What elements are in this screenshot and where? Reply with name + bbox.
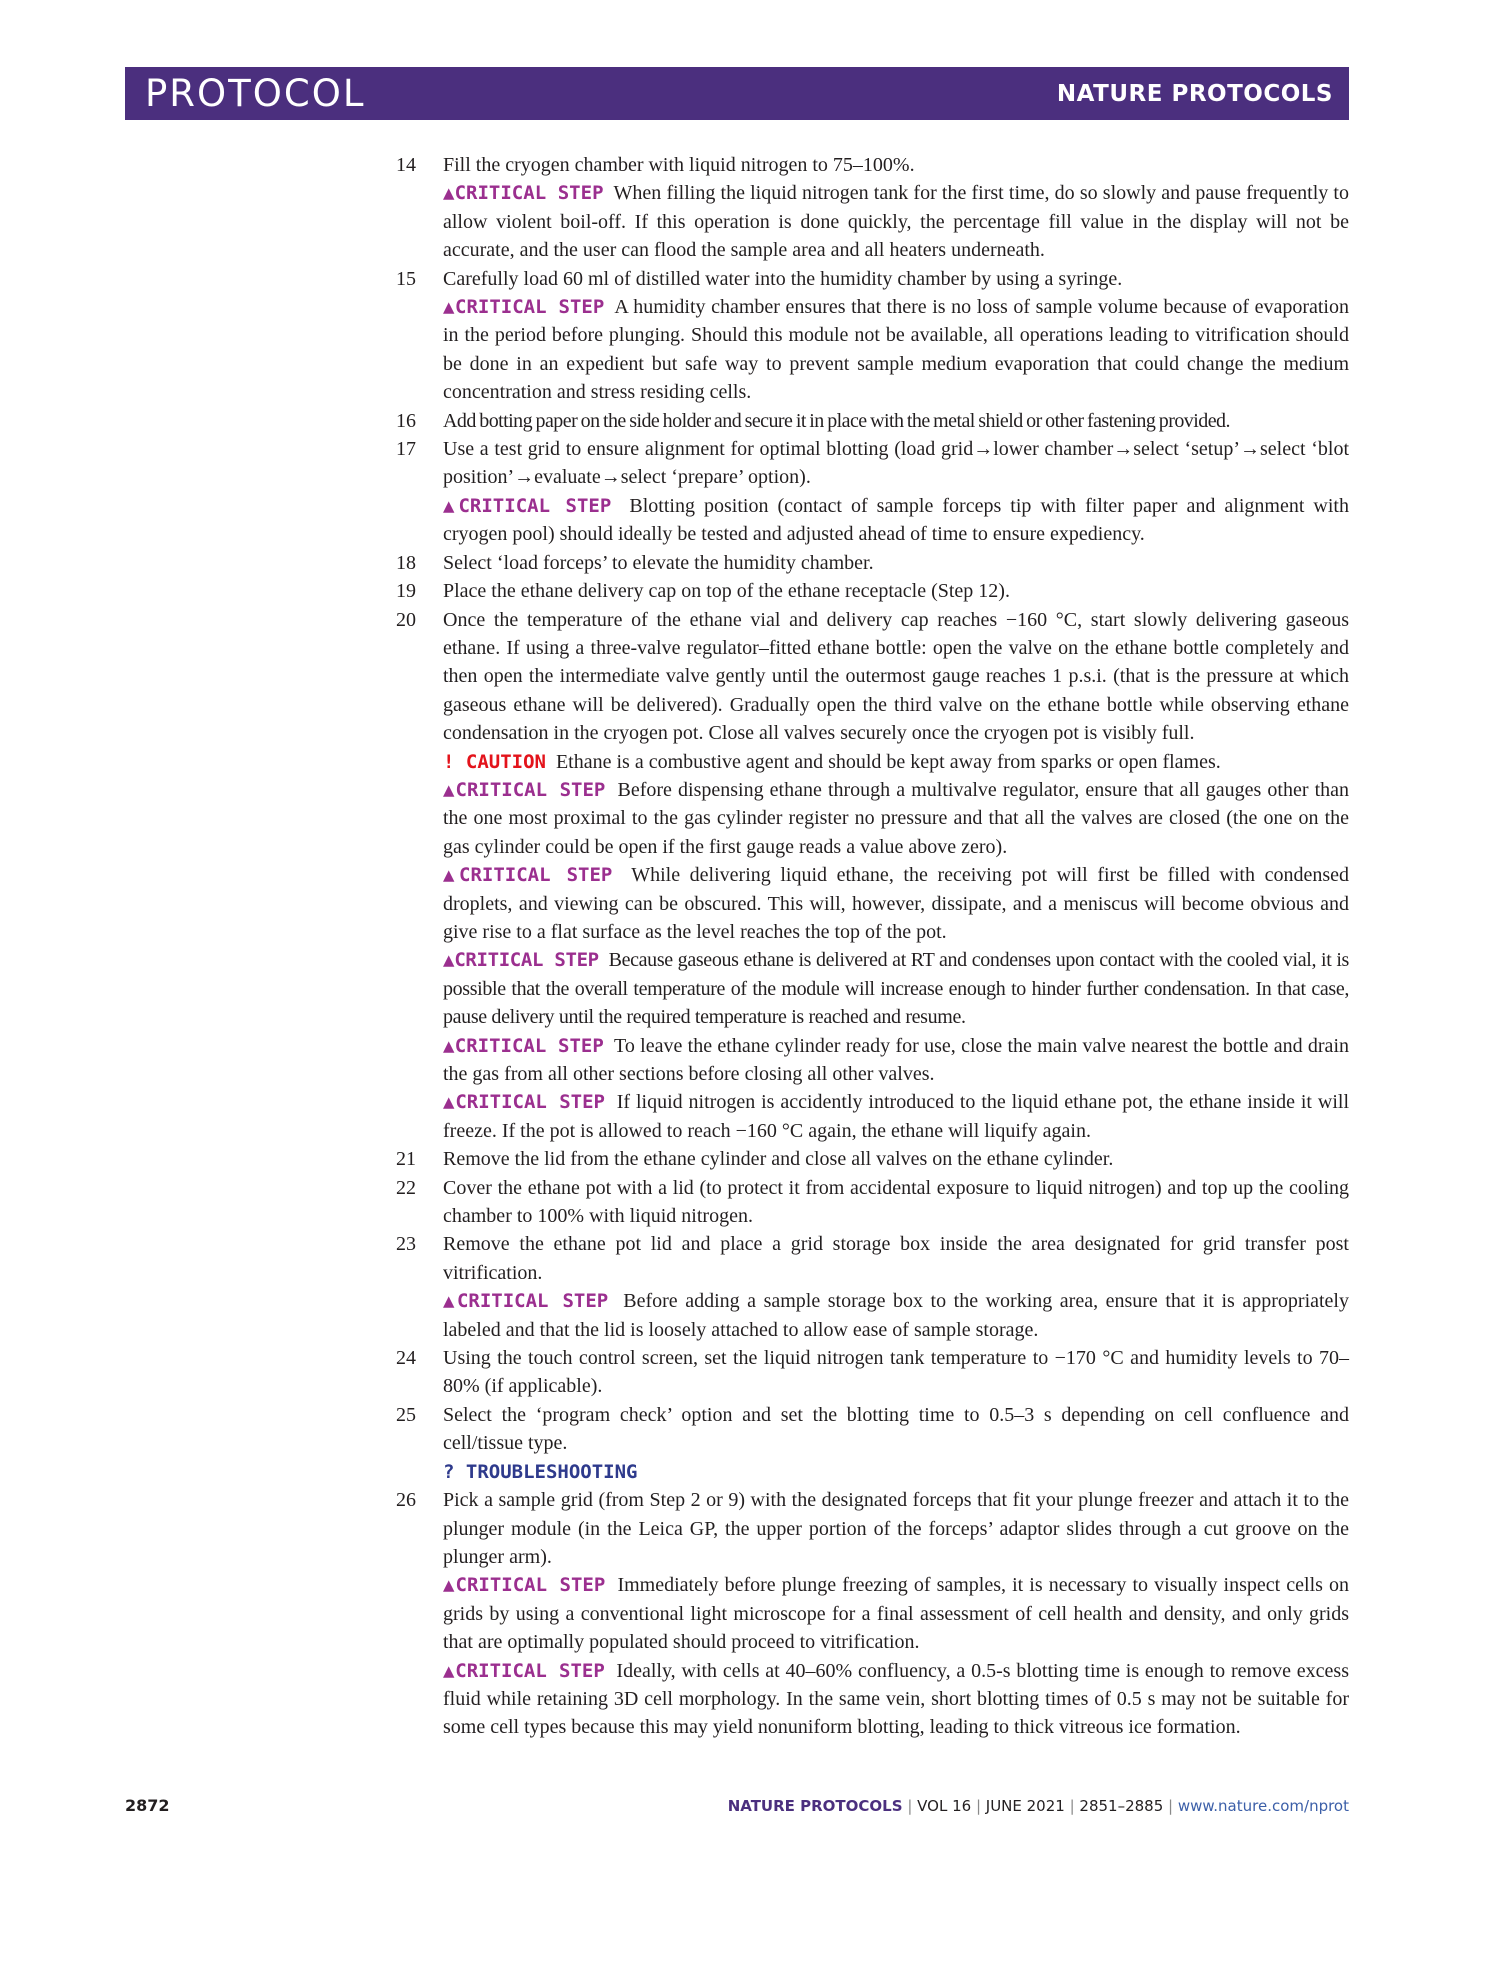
critical-step-label: ▲CRITICAL STEP — [443, 494, 612, 517]
critical-step-note — [443, 1088, 1349, 1145]
critical-step-text: Before dispensing ethane through a multivalve regulator, ensure that all gauges other than the one most proximal to the gas cylinder register no pressure and that all the valves are closed (the one on the gas cylinder could be open if the first gauge reads a value above zero). — [443, 778, 1349, 858]
critical-step-text: Blotting position (contact of sample forceps tip with filter paper and alignment with cryogen pool) should ideally be tested and adjusted ahead of time to ensure expediency. — [443, 494, 1349, 546]
step-number: 15 — [396, 267, 416, 290]
critical-step-text: When filling the liquid nitrogen tank for the first time, do so slowly and pause frequently to allow violent boil-off. If this operation is done quickly, the percentage fill value in the display will not be accurate, and the user can flood the sample area and all heaters underneath. — [443, 182, 1349, 262]
footer-date: JUNE 2021 — [985, 1797, 1065, 1815]
critical-step-label: ▲CRITICAL STEP — [443, 1091, 605, 1114]
step-text: Select the ‘program check’ option and set the blotting time to 0.5–3 s depending on cell confluence and cell/tissue type. — [443, 1403, 1349, 1455]
step-16 — [396, 407, 1349, 435]
footer-journal: NATURE PROTOCOLS — [727, 1797, 903, 1815]
step-number: 26 — [396, 1489, 416, 1512]
step-text: Remove the ethane pot lid and place a grid storage box inside the area designated for grid transfer post vitrification. — [443, 1233, 1349, 1284]
journal-name: NATURE PROTOCOLS — [1056, 81, 1333, 107]
critical-step-label: ▲CRITICAL STEP — [443, 1574, 606, 1597]
critical-step-note — [443, 492, 1349, 549]
critical-step-label: ▲CRITICAL STEP — [443, 182, 604, 205]
caution-label: ! CAUTION — [443, 750, 546, 773]
step-22 — [396, 1174, 1349, 1231]
step-text: Using the touch control screen, set the liquid nitrogen tank temperature to −170 °C and humidity levels to 70–80% (if applicable). — [443, 1347, 1349, 1398]
critical-step-label: ▲CRITICAL STEP — [443, 1659, 605, 1682]
step-text: Use a test grid to ensure alignment for optimal blotting (load grid→lower chamber→select ‘setup’→select ‘blot position’→evaluate→select ‘prepare’ option). — [443, 438, 1349, 489]
critical-step-note — [443, 946, 1349, 1031]
step-number: 17 — [396, 438, 416, 461]
critical-step-note — [443, 861, 1349, 946]
step-15 — [396, 265, 1349, 407]
critical-step-text: Before adding a sample storage box to the working area, ensure that it is appropriately labeled and that the lid is loosely attached to allow ease of sample storage. — [443, 1290, 1349, 1341]
step-26 — [396, 1486, 1349, 1742]
critical-step-label: ▲CRITICAL STEP — [443, 778, 606, 801]
step-text: Cover the ethane pot with a lid (to protect it from accidental exposure to liquid nitrogen) and top up the cooling chamber to 100% with liquid nitrogen. — [443, 1176, 1349, 1228]
step-19 — [396, 577, 1349, 605]
troubleshooting-label: ? TROUBLESHOOTING — [443, 1460, 638, 1483]
critical-step-label: ▲CRITICAL STEP — [443, 864, 613, 887]
step-21 — [396, 1145, 1349, 1173]
footer-url-link[interactable]: www.nature.com/nprot — [1177, 1797, 1349, 1815]
critical-step-label: ▲CRITICAL STEP — [443, 1290, 609, 1313]
step-text: Place the ethane delivery cap on top of the ethane receptacle (Step 12). — [443, 580, 1010, 603]
step-text: Once the temperature of the ethane vial and delivery cap reaches −160 °C, start slowly delivering gaseous ethane. If using a three-valve regulator–fitted ethane bottle: open the valve on the ethane bottle completely and then open the intermediate valve gently until the outermost gauge reaches 1 p.s.i. (that is the pressure at which gaseous ethane will be delivered). Gradually open the third valve on the ethane bottle while observing ethane condensation in the cryogen pot. Close all valves securely once the cryogen pot is visibly full. — [443, 608, 1349, 745]
critical-step-text: Immediately before plunge freezing of samples, it is necessary to visually inspect cells on grids by using a conventional light microscope for a final assessment of cell health and density, and only grids that are optimally populated should proceed to vitrification. — [443, 1574, 1349, 1654]
step-17 — [396, 435, 1349, 549]
protocol-steps — [396, 151, 1349, 1742]
critical-step-text: While delivering liquid ethane, the receiving pot will first be filled with condensed droplets, and viewing can be obscured. This will, however, dissipate, and a meniscus will become obvious and give rise to a flat surface as the level reaches the top of the pot. — [443, 864, 1349, 943]
critical-step-text: Ideally, with cells at 40–60% confluency, a 0.5-s blotting time is enough to remove excess fluid while retaining 3D cell morphology. In the same vein, short blotting times of 0.5 s may not be suitable for some cell types because this may yield nonuniform blotting, leading to thick vitreous ice formation. — [443, 1659, 1349, 1739]
step-number: 25 — [396, 1403, 416, 1426]
footer-volume: VOL 16 — [917, 1797, 972, 1815]
step-number: 14 — [396, 154, 416, 176]
step-number: 19 — [396, 580, 416, 603]
critical-step-note — [443, 1571, 1349, 1656]
critical-step-note — [443, 179, 1349, 264]
step-18 — [396, 549, 1349, 577]
critical-step-note — [443, 1032, 1349, 1089]
step-number: 18 — [396, 551, 416, 574]
page-number: 2872 — [125, 1796, 170, 1815]
step-14 — [396, 151, 1349, 265]
step-number: 16 — [396, 409, 416, 432]
critical-step-note — [443, 776, 1349, 861]
step-text: Carefully load 60 ml of distilled water into the humidity chamber by using a syringe. — [443, 267, 1123, 290]
critical-step-text: Because gaseous ethane is delivered at RT and condenses upon contact with the cooled vial, it is possible that the overall temperature of the module will increase enough to hinder further condensation. In that case, pause delivery until the required temperature is reached and resume. — [443, 949, 1349, 1029]
step-20 — [396, 606, 1349, 1146]
step-number: 21 — [396, 1148, 416, 1171]
troubleshooting-note — [443, 1458, 1349, 1486]
critical-step-text: A humidity chamber ensures that there is no loss of sample volume because of evaporation in the period before plunging. Should this module not be available, all operations leading to vitrification should be done in an expedient but safe way to prevent sample medium evaporation that could change the medium concentration and stress residing cells. — [443, 296, 1349, 404]
step-number: 24 — [396, 1347, 416, 1370]
section-label: PROTOCOL — [145, 72, 366, 115]
footer-pages: 2851–2885 — [1079, 1797, 1164, 1815]
step-number: 20 — [396, 608, 416, 631]
critical-step-note — [443, 1657, 1349, 1742]
critical-step-label: ▲CRITICAL STEP — [443, 1034, 604, 1057]
step-24 — [396, 1344, 1349, 1401]
caution-text: Ethane is a combustive agent and should be kept away from sparks or open flames. — [555, 750, 1221, 773]
critical-step-text: If liquid nitrogen is accidently introduced to the liquid ethane pot, the ethane inside it will freeze. If the pot is allowed to reach −160 °C again, the ethane will liquify again. — [443, 1091, 1349, 1142]
step-text: Select ‘load forceps’ to elevate the humidity chamber. — [443, 551, 874, 574]
critical-step-text: To leave the ethane cylinder ready for use, close the main valve nearest the bottle and drain the gas from all other sections before closing all other valves. — [443, 1034, 1349, 1085]
step-number: 23 — [396, 1233, 416, 1256]
critical-step-note — [443, 293, 1349, 407]
step-25 — [396, 1401, 1349, 1486]
critical-step-label: ▲CRITICAL STEP — [443, 949, 599, 972]
step-text: Remove the lid from the ethane cylinder and close all valves on the ethane cylinder. — [443, 1148, 1114, 1171]
footer-citation: NATURE PROTOCOLS | VOL 16 | JUNE 2021 | 2851–2885 | www.nature.com/nprot — [727, 1797, 1349, 1815]
critical-step-label: ▲CRITICAL STEP — [443, 296, 605, 319]
critical-step-note — [443, 1287, 1349, 1344]
step-number: 22 — [396, 1176, 416, 1199]
step-text: Pick a sample grid (from Step 2 or 9) with the designated forceps that fit your plunge freezer and attach it to the plunger module (in the Leica GP, the upper portion of the forceps’ adaptor slides through a cut groove on the plunger arm). — [443, 1489, 1349, 1568]
step-text: Add botting paper on the side holder and secure it in place with the metal shield or other fastening provided. — [443, 409, 1230, 432]
header-bar — [125, 67, 1349, 120]
caution-note — [443, 748, 1349, 776]
step-text: Fill the cryogen chamber with liquid nitrogen to 75–100%. — [443, 154, 915, 176]
step-23 — [396, 1230, 1349, 1344]
